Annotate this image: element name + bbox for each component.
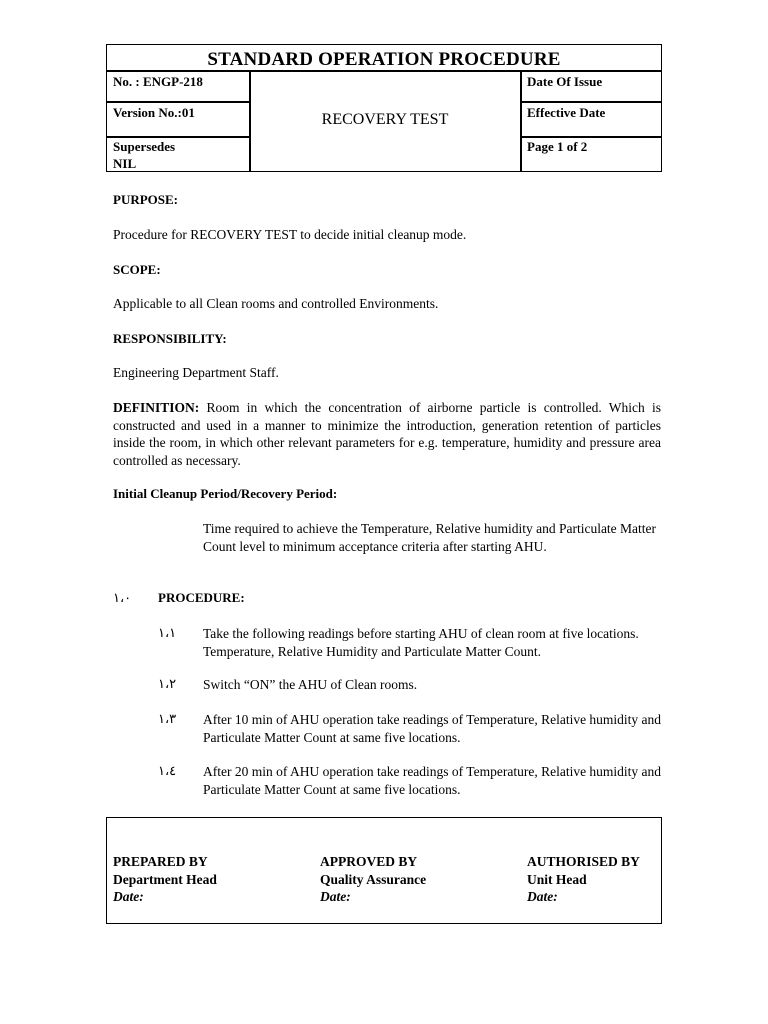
supersedes-label: Supersedes — [113, 139, 176, 154]
header-table — [106, 44, 662, 172]
supersedes-value: NIL — [113, 156, 137, 171]
responsibility-text: Engineering Department Staff. — [113, 365, 279, 380]
definition-heading: DEFINITION: — [113, 400, 200, 415]
definition-paragraph — [113, 399, 661, 469]
step-number: ١،٤ — [158, 763, 177, 778]
step-number: ١،١ — [158, 625, 177, 640]
responsibility-heading: RESPONSIBILITY: — [113, 331, 227, 346]
procedure-heading: PROCEDURE: — [158, 590, 245, 605]
doc-number: No. : ENGP-218 — [113, 74, 203, 89]
step-text: After 20 min of AHU operation take readings of Temperature, Relative humidity and Particulate Matter Count at same five locations. — [203, 764, 662, 797]
step-text: Switch “ON” the AHU of Clean rooms. — [203, 677, 418, 692]
authorised-by-block — [527, 853, 640, 906]
scope-text: Applicable to all Clean rooms and controlled Environments. — [113, 296, 439, 311]
authorised-by-role: Unit Head — [527, 871, 587, 887]
prepared-by-role: Department Head — [113, 871, 217, 887]
prepared-by-block — [113, 853, 217, 906]
version-number: Version No.:01 — [113, 105, 195, 120]
step-number: ١،٢ — [158, 676, 177, 691]
sop-title: STANDARD OPERATION PROCEDURE — [207, 49, 561, 70]
approved-by-title: APPROVED BY — [320, 854, 418, 869]
date-of-issue: Date Of Issue — [527, 74, 603, 89]
prepared-by-title: PREPARED BY — [113, 854, 208, 869]
cleanup-text: Time required to achieve the Temperature, Relative humidity and Particulate Matter Count level to minimum acceptance criteria after starting AHU. — [203, 521, 657, 554]
effective-date: Effective Date — [527, 105, 606, 120]
step-text: After 10 min of AHU operation take readings of Temperature, Relative humidity and Particulate Matter Count at same five locations. — [203, 712, 662, 745]
signature-box — [106, 817, 662, 924]
authorised-by-title: AUTHORISED BY — [527, 854, 640, 869]
step-number: ١،٣ — [158, 711, 177, 726]
definition-text: Room in which the concentration of airborne particle is controlled. Which is constructed and used in a manner to minimize the introduction, generation retention of particles inside the room, in which other relevant parameters for e.g. temperature, humidity and pressure area controlled as necessary. — [113, 400, 661, 468]
authorised-by-date: Date: — [527, 889, 558, 904]
divider — [520, 101, 662, 103]
page-number: Page 1 of 2 — [527, 139, 588, 154]
approved-by-role: Quality Assurance — [320, 871, 427, 887]
divider — [520, 70, 522, 171]
divider — [107, 70, 661, 72]
purpose-text: Procedure for RECOVERY TEST to decide initial cleanup mode. — [113, 227, 467, 242]
procedure-number: ١،٠ — [113, 590, 132, 605]
cleanup-heading: Initial Cleanup Period/Recovery Period: — [113, 486, 338, 501]
test-name: RECOVERY TEST — [321, 111, 449, 128]
approved-by-block — [320, 853, 426, 906]
purpose-heading: PURPOSE: — [113, 192, 178, 207]
divider — [107, 101, 249, 103]
approved-by-date: Date: — [320, 889, 351, 904]
prepared-by-date: Date: — [113, 889, 144, 904]
step-text: Take the following readings before starting AHU of clean room at five locations. Temperature, Relative Humidity and Particulate Matter Count. — [203, 626, 639, 659]
scope-heading: SCOPE: — [113, 262, 161, 277]
